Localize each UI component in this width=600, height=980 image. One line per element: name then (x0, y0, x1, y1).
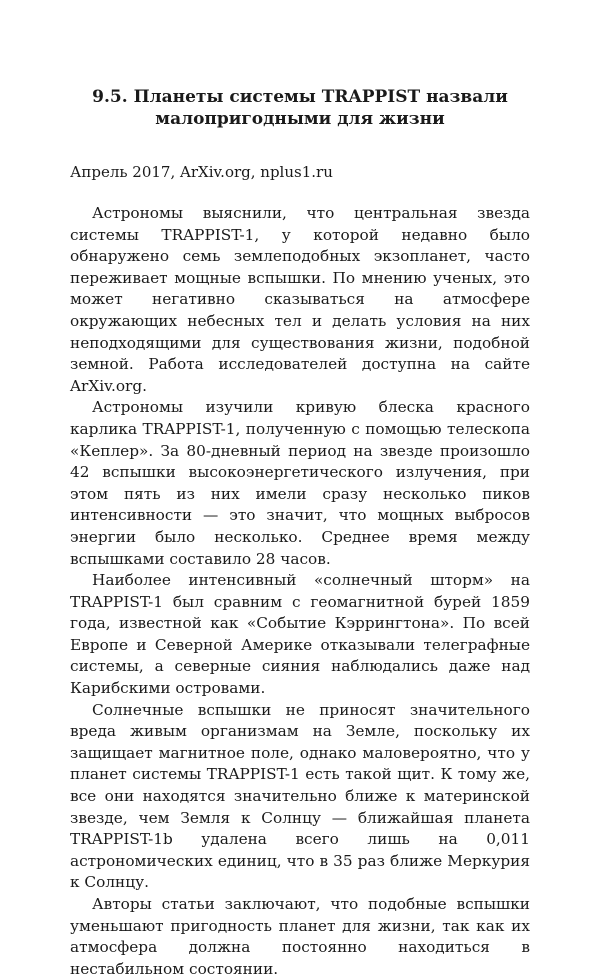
paragraph: Авторы статьи заключают, что подобные вспышки уменьшают пригодность планет для жизни, так как их атмосфера должна постоянно находиться в нестабильном состоянии. (70, 895, 530, 978)
book-page (70, 86, 530, 980)
section-title: 9.5. Планеты системы TRAPPIST назвали малопригодными для жизни (92, 87, 508, 129)
paragraph: Астрономы выяснили, что центральная звезда системы TRAPPIST-1, у которой недавно было обнаружено семь землеподобных экзопланет, часто переживает мощные вспышки. По мнению ученых, это может негативно сказываться на атмосфере окружающих небесных тел и делать условия на них неподходящими для существования жизни, подобной земной. Работа исследователей доступна на сайте ArXiv.org. (70, 204, 530, 395)
source-line: Апрель 2017, ArXiv.org, nplus1.ru (70, 163, 333, 181)
paragraph: Солнечные вспышки не приносят значительного вреда живым организмам на Земле, поскольку их защищает магнитное поле, однако маловероятно, что у планет системы TRAPPIST-1 есть такой щит. К тому же, все они находятся значительно ближе к материнской звезде, чем Земля к Солнцу — ближайшая планета TRAPPIST-1b удалена всего лишь на 0,011 астрономических единиц, что в 35 раз ближе Меркурия к Солнцу. (70, 700, 530, 892)
paragraph: Наиболее интенсивный «солнечный шторм» на TRAPPIST-1 был сравним с геомагнитной бурей 1859 года, известной как «Событие Кэррингтона». По всей Европе и Северной Америке отказывали телеграфные системы, а северные сияния наблюдались даже над Карибскими островами. (70, 571, 530, 698)
paragraph: Астрономы изучили кривую блеска красного карлика TRAPPIST-1, полученную с помощью телескопа «Кеплер». За 80-дневный период на звезде произошло 42 вспышки высокоэнергетического излучения, при этом пять из них имели сразу несколько пиков интенсивности — это значит, что мощных выбросов энергии было несколько. Среднее время между вспышками составило 28 часов. (70, 398, 530, 568)
